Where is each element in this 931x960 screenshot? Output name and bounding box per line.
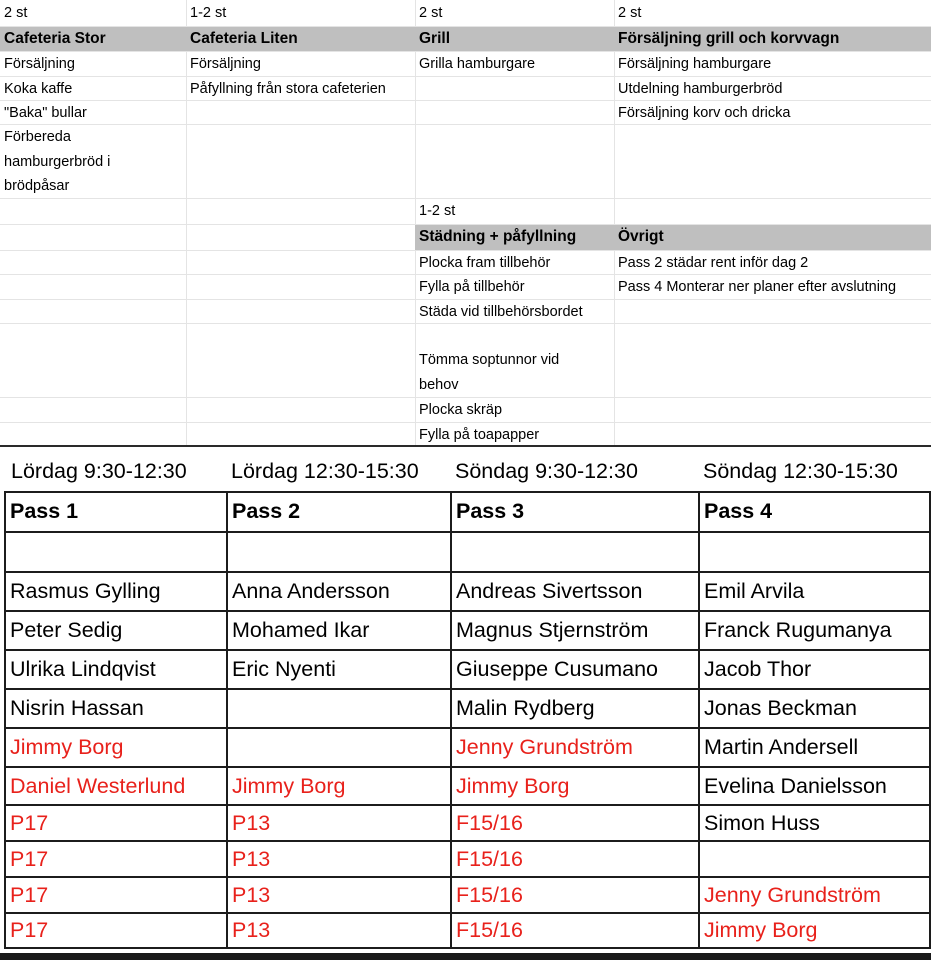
- table-rule: [4, 912, 931, 914]
- table-rule: [4, 649, 931, 651]
- volunteer-cell[interactable]: Daniel Westerlund: [10, 773, 186, 798]
- volunteer-cell[interactable]: P13: [232, 882, 271, 907]
- volunteer-cell[interactable]: Jenny Grundström: [456, 735, 633, 759]
- shift-time-label[interactable]: Söndag 12:30-15:30: [703, 458, 898, 483]
- task-cell[interactable]: Fylla på tillbehör: [419, 279, 525, 295]
- header-grill[interactable]: Grill: [415, 27, 614, 51]
- header-stadning-pafyllning[interactable]: Städning + påfyllning: [415, 225, 614, 250]
- volunteer-cell[interactable]: Magnus Stjernström: [456, 618, 649, 642]
- table-rule: [450, 491, 452, 947]
- volunteer-cell[interactable]: F15/16: [456, 846, 523, 871]
- task-cell[interactable]: Försäljning korv och dricka: [618, 105, 791, 121]
- volunteer-cell[interactable]: Jonas Beckman: [704, 696, 857, 720]
- volunteer-cell[interactable]: P17: [10, 882, 49, 907]
- volunteer-cell[interactable]: Mohamed Ikar: [232, 618, 370, 642]
- volunteer-cell[interactable]: P17: [10, 846, 49, 871]
- staff-count-forsaljning[interactable]: 2 st: [618, 5, 642, 21]
- pass-header[interactable]: Pass 2: [232, 498, 301, 523]
- task-cell[interactable]: Plocka fram tillbehör: [419, 255, 551, 271]
- empty-cell[interactable]: [0, 532, 226, 572]
- volunteer-cell[interactable]: Franck Rugumanya: [704, 618, 892, 642]
- volunteer-cell[interactable]: Andreas Sivertsson: [456, 579, 643, 603]
- header-cafeteria-liten[interactable]: Cafeteria Liten: [186, 27, 415, 51]
- volunteer-cell[interactable]: F15/16: [456, 918, 523, 942]
- empty-cell[interactable]: [698, 841, 931, 877]
- volunteer-cell[interactable]: Simon Huss: [704, 810, 820, 835]
- volunteer-cell[interactable]: Jacob Thor: [704, 657, 812, 681]
- volunteer-cell[interactable]: Jenny Grundström: [704, 882, 881, 907]
- task-cell[interactable]: Tömma soptunnor vid behov: [419, 352, 560, 393]
- empty-cell[interactable]: [226, 532, 450, 572]
- shift-time-label[interactable]: Lördag 12:30-15:30: [231, 458, 419, 483]
- header-cafeteria-stor[interactable]: Cafeteria Stor: [0, 27, 186, 51]
- volunteer-cell[interactable]: Jimmy Borg: [704, 918, 818, 942]
- table-rule: [929, 491, 931, 947]
- task-cell[interactable]: Försäljning: [4, 56, 75, 72]
- pass-header[interactable]: Pass 1: [10, 498, 79, 523]
- volunteer-cell[interactable]: Malin Rydberg: [456, 696, 595, 720]
- table-rule: [4, 727, 931, 729]
- volunteer-cell[interactable]: Giuseppe Cusumano: [456, 657, 658, 681]
- task-cell[interactable]: Förbereda hamburgerbröd i brödpåsar: [4, 129, 111, 194]
- task-cell[interactable]: Pass 4 Monterar ner planer efter avslutning: [618, 279, 897, 295]
- empty-cell[interactable]: [698, 532, 931, 572]
- volunteer-cell[interactable]: P17: [10, 918, 49, 942]
- volunteer-cell[interactable]: P17: [10, 810, 49, 835]
- volunteer-cell[interactable]: P13: [232, 810, 271, 835]
- task-cell[interactable]: Försäljning hamburgare: [618, 56, 772, 72]
- schedule-sheet: [0, 447, 931, 960]
- table-rule: [4, 491, 6, 947]
- table-rule: [698, 491, 700, 947]
- volunteer-cell[interactable]: Rasmus Gylling: [10, 579, 161, 603]
- empty-cell[interactable]: [450, 532, 698, 572]
- table-rule: [4, 491, 931, 493]
- volunteer-cell[interactable]: Jimmy Borg: [10, 735, 124, 759]
- table-rule: [4, 840, 931, 842]
- table-rule: [4, 876, 931, 878]
- volunteer-cell[interactable]: Jimmy Borg: [232, 773, 346, 798]
- task-cell[interactable]: Försäljning: [190, 56, 261, 72]
- table-rule: [4, 571, 931, 573]
- table-rule: [4, 688, 931, 690]
- empty-cell[interactable]: [226, 689, 450, 728]
- volunteer-cell[interactable]: Ulrika Lindqvist: [10, 657, 156, 681]
- gridline: [0, 323, 931, 324]
- volunteer-cell[interactable]: Nisrin Hassan: [10, 696, 144, 720]
- task-cell[interactable]: "Baka" bullar: [4, 105, 87, 121]
- table-rule: [4, 531, 931, 533]
- volunteer-cell[interactable]: Jimmy Borg: [456, 773, 570, 798]
- task-cell[interactable]: Plocka skräp: [419, 402, 503, 418]
- volunteer-cell[interactable]: P13: [232, 918, 271, 942]
- table-rule: [226, 491, 228, 947]
- pass-header[interactable]: Pass 4: [704, 498, 773, 523]
- staff-count-cafeteria-stor[interactable]: 2 st: [4, 5, 28, 21]
- staff-count-stadning[interactable]: 1-2 st: [419, 203, 456, 219]
- header-forsaljning-grill-korvvagn[interactable]: Försäljning grill och korvvagn: [614, 27, 931, 51]
- task-cell[interactable]: Koka kaffe: [4, 81, 73, 97]
- task-cell[interactable]: Utdelning hamburgerbröd: [618, 81, 783, 97]
- staff-count-grill[interactable]: 2 st: [419, 5, 443, 21]
- table-rule: [4, 610, 931, 612]
- volunteer-cell[interactable]: Eric Nyenti: [232, 657, 336, 681]
- task-cell[interactable]: Påfyllning från stora cafeterien: [190, 81, 386, 97]
- task-cell[interactable]: Grilla hamburgare: [419, 56, 536, 72]
- pass-header[interactable]: Pass 3: [456, 498, 525, 523]
- staff-count-cafeteria-liten[interactable]: 1-2 st: [190, 5, 227, 21]
- volunteer-cell[interactable]: Evelina Danielsson: [704, 773, 887, 798]
- task-cell[interactable]: Fylla på toapapper: [419, 427, 540, 443]
- shift-time-label[interactable]: Lördag 9:30-12:30: [11, 458, 187, 483]
- volunteer-cell[interactable]: Martin Andersell: [704, 735, 859, 759]
- volunteer-cell[interactable]: Peter Sedig: [10, 618, 123, 642]
- table-rule: [4, 766, 931, 768]
- bottom-edge: [0, 953, 931, 960]
- empty-cell[interactable]: [226, 728, 450, 767]
- task-cell[interactable]: Städa vid tillbehörsbordet: [419, 304, 583, 320]
- volunteer-cell[interactable]: Anna Andersson: [232, 579, 390, 603]
- volunteer-cell[interactable]: F15/16: [456, 882, 523, 907]
- shift-time-label[interactable]: Söndag 9:30-12:30: [455, 458, 638, 483]
- task-sheet: [0, 0, 931, 446]
- volunteer-cell[interactable]: Emil Arvila: [704, 579, 805, 603]
- volunteer-cell[interactable]: F15/16: [456, 810, 523, 835]
- volunteer-cell[interactable]: P13: [232, 846, 271, 871]
- task-cell[interactable]: Pass 2 städar rent inför dag 2: [618, 255, 809, 271]
- table-rule: [4, 804, 931, 806]
- table-rule: [4, 947, 931, 949]
- header-ovrigt[interactable]: Övrigt: [614, 225, 931, 250]
